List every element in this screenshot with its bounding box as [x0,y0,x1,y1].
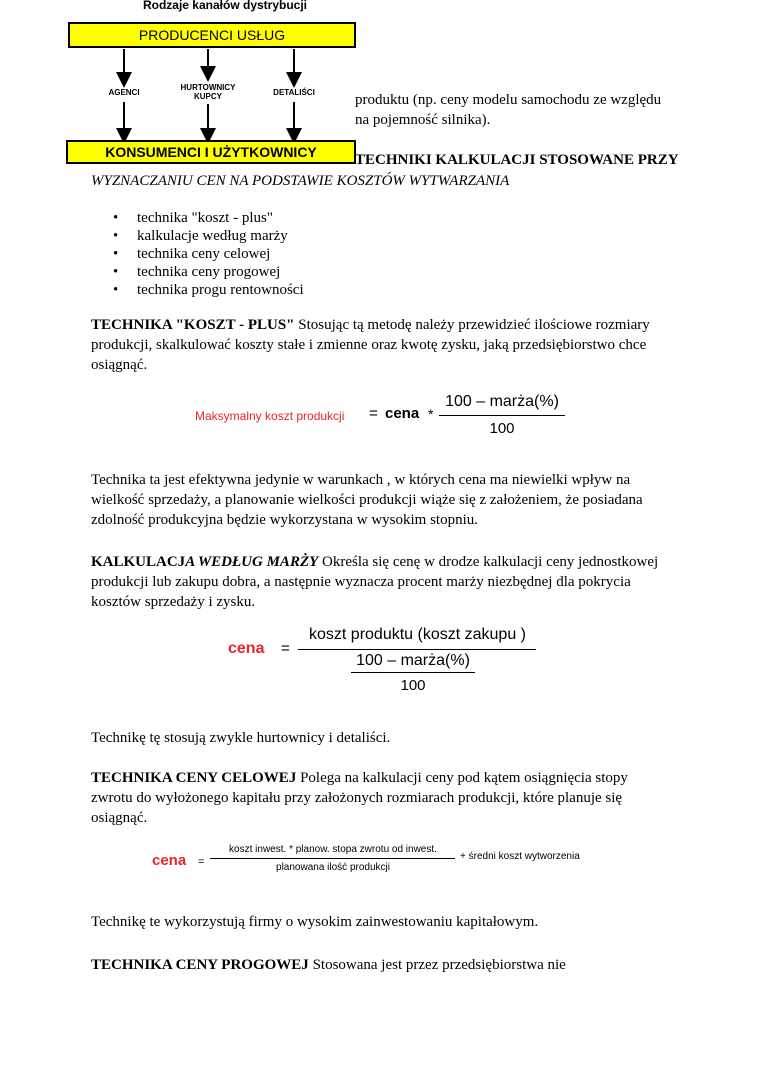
list-item: • technika ceny progowej [91,263,491,281]
cena-celowa-line: Polega na kalkulacji ceny pod kątem osiągnięcia stopy [296,770,628,786]
kalkulacja-marzy-paragraph [91,552,731,612]
distribution-channels-diagram [60,0,360,168]
cena-celowa-heading: TECHNIKA CENY CELOWEJ [91,770,297,786]
kalkulacja-heading-italic: A WEDŁUG MARŻY [185,554,319,570]
formula3-denominator: planowana ilość produkcji [276,862,390,873]
efektywna-paragraph [91,470,731,530]
kalkulacja-line: produkcji lub zakupu dobra, a następnie wyznacza procent marży niezbędnej dla pokrycia [91,574,631,590]
formula3-fraction-bar [210,858,455,859]
formula2-inner-fraction-bar [351,672,475,673]
paragraph-line: zdolność produkcyjna będzie wykorzystana w wysokim stopniu. [91,512,479,528]
list-item: • technika "koszt - plus" [91,209,491,227]
koszt-plus-line: osiągnąć. [91,357,148,373]
formula1-cena: cena [385,405,420,422]
cena-progowa-paragraph [91,955,566,975]
section-heading-part2: WYZNACZANIU CEN NA PODSTAWIE KOSZTÓW WYTWARZANIA [91,173,510,189]
formula-cena-celowa [150,843,620,883]
paragraph-line: wielkość sprzedaży, a planowanie wielkości produkcji wiąże się z założeniem, że posiadana [91,492,643,508]
cena-progowa-heading: TECHNIKA CENY PROGOWEJ [91,957,309,973]
cena-celowa-paragraph [91,768,731,828]
section-heading-part1: TECHNIKI KALKULACJI STOSOWANE PRZY [355,152,679,168]
formula1-lhs: Maksymalny koszt produkcji [195,409,345,423]
formula2-numerator: koszt produktu (koszt zakupu ) [309,626,526,643]
kalkulacja-line: Określa się cenę w drodze kalkulacji ceny jednostkowej [318,554,659,570]
formula2-inner-numerator: 100 – marża(%) [356,652,470,669]
cena-celowa-line: zwrotu do wyłożonego kapitału przy założonych rozmiarach produkcji, które planuje się [91,790,623,806]
formula3-lhs: cena [152,852,187,869]
formula-marza [225,622,545,697]
intro-line-2: na pojemność silnika). [355,112,491,128]
paragraph-line: Technika ta jest efektywna jedynie w warunkach , w których cena ma niewielki wpływ na [91,472,631,488]
firmy-paragraph: Technikę te wykorzystują firmy o wysokim zainwestowaniu kapitałowym. [91,914,539,930]
diagram-label-detalisci: DETALIŚCI [273,88,315,97]
formula2-fraction-bar [298,649,536,650]
formula-koszt-plus [195,390,575,440]
kalkulacja-heading-bold: KALKULACJ [91,554,186,570]
koszt-plus-line: produkcji, skalkulować koszty stałe i zmienne oraz kwotę zysku, jaką przedsiębiorstwo chce [91,337,647,353]
diagram-label-agenci: AGENCI [108,88,140,97]
formula1-fraction-bar [439,415,565,416]
list-item: • technika ceny celowej [91,245,491,263]
diagram-label-hurtownicy: HURTOWNICY KUPCY [180,83,236,101]
koszt-plus-paragraph [91,315,731,375]
diagram-top-box: PRODUCENCI USŁUG [68,22,356,48]
formula3-suffix: + średni koszt wytworzenia [460,851,580,862]
list-item: • technika progu rentowności [91,281,491,299]
formula1-eq: = [369,405,378,422]
koszt-plus-heading: TECHNIKA "KOSZT - PLUS" [91,317,295,333]
cena-celowa-line: osiągnąć. [91,810,148,826]
diagram-title: Rodzaje kanałów dystrybucji [142,0,308,12]
cena-progowa-text: Stosowana jest przez przedsiębiorstwa nie [308,957,566,973]
diagram-bottom-box: KONSUMENCI I UŻYTKOWNICY [66,140,356,164]
formula1-numerator: 100 – marża(%) [445,393,559,410]
formula2-eq: = [281,640,290,657]
kalkulacja-line: kosztów sprzedaży i zysku. [91,594,256,610]
formula3-numerator: koszt inwest. * planow. stopa zwrotu od inwest. [229,844,437,855]
formula3-eq: = [198,856,205,868]
list-item: • kalkulacje według marży [91,227,491,245]
formula1-denominator: 100 [489,420,515,437]
hurtownicy-paragraph: Technikę tę stosują zwykle hurtownicy i detaliści. [91,730,391,746]
techniques-list [91,209,491,299]
koszt-plus-line: Stosując tą metodę należy przewidzieć ilościowe rozmiary [294,317,650,333]
formula2-lhs: cena [228,640,265,657]
formula2-inner-denominator: 100 [400,677,426,694]
intro-line-1: produktu (np. ceny modelu samochodu ze względu [355,92,662,108]
formula1-times: * [428,406,434,422]
